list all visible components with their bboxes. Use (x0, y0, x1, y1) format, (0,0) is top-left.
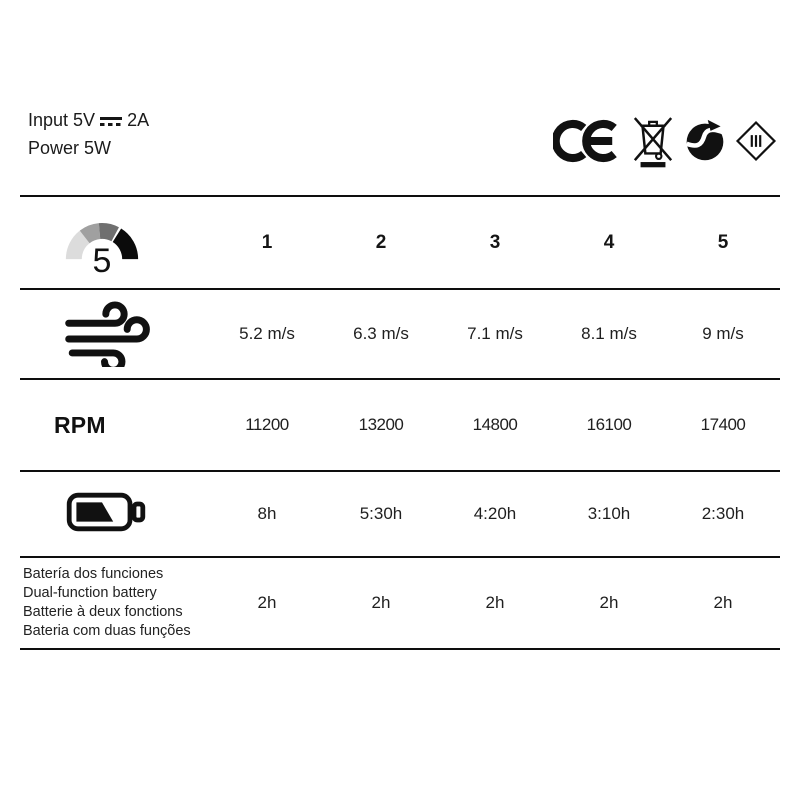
input-current: 2A (127, 110, 150, 130)
wind-speed-row (20, 288, 780, 378)
wind-speed-3: 7.1 m/s (467, 324, 523, 343)
level-3: 3 (489, 231, 501, 253)
level-1: 1 (261, 231, 273, 253)
dual-battery-time-5: 2h (713, 593, 733, 612)
battery-row (20, 470, 780, 556)
ce-mark-icon (553, 118, 623, 164)
rpm-row (20, 378, 780, 470)
weee-bin-icon (631, 113, 675, 169)
battery-time-4: 3:10h (587, 504, 631, 523)
dual-battery-time-4: 2h (599, 593, 619, 612)
battery-time-3: 4:20h (473, 504, 517, 523)
speed-level-header-row (20, 195, 780, 288)
rpm-cell (20, 412, 210, 439)
wind-cell (20, 297, 210, 372)
dual-battery-time-3: 2h (485, 593, 505, 612)
rpm-4: 16100 (586, 415, 632, 434)
battery-cell (20, 491, 210, 538)
rpm-5: 17400 (700, 415, 746, 434)
wind-speed-1: 5.2 m/s (239, 324, 295, 343)
dual-battery-time-1: 2h (257, 593, 277, 612)
certification-icons (553, 112, 777, 170)
dual-battery-label-pt: Bateria com duas funções (23, 623, 191, 639)
input-spec-line (28, 106, 149, 134)
dual-battery-label-cell (20, 565, 210, 641)
battery-time-1: 8h (257, 504, 277, 523)
green-dot-recycling-icon (683, 119, 727, 163)
wind-speed-2: 6.3 m/s (353, 324, 409, 343)
diamond-mark-icon (735, 120, 777, 162)
battery-time-5: 2:30h (701, 504, 745, 523)
gauge-value: 5 (92, 241, 112, 274)
rpm-label: RPM (54, 411, 106, 438)
gauge-cell (20, 206, 210, 279)
level-2: 2 (375, 231, 387, 253)
input-label: Input 5V (28, 110, 96, 130)
dual-battery-label-es: Batería dos funciones (23, 566, 164, 582)
power-spec-line: Power 5W (28, 138, 112, 158)
wind-icon (60, 297, 156, 372)
dual-function-battery-row (20, 556, 780, 650)
dual-battery-label-en: Dual-function battery (23, 585, 157, 601)
dc-current-icon (100, 115, 122, 127)
wind-speed-4: 8.1 m/s (581, 324, 637, 343)
wind-speed-5: 9 m/s (702, 324, 744, 343)
dual-battery-time-2: 2h (371, 593, 391, 612)
rpm-2: 13200 (358, 415, 404, 434)
spec-table (20, 195, 780, 650)
dual-battery-label-fr: Batterie à deux fonctions (23, 604, 183, 620)
speed-gauge-icon (54, 206, 150, 279)
rpm-3: 14800 (472, 415, 518, 434)
battery-time-2: 5:30h (359, 504, 403, 523)
level-4: 4 (603, 231, 615, 253)
battery-icon (66, 491, 146, 538)
level-5: 5 (717, 231, 729, 253)
rpm-1: 11200 (245, 415, 289, 434)
power-info (28, 106, 149, 162)
dual-battery-labels (20, 565, 191, 641)
